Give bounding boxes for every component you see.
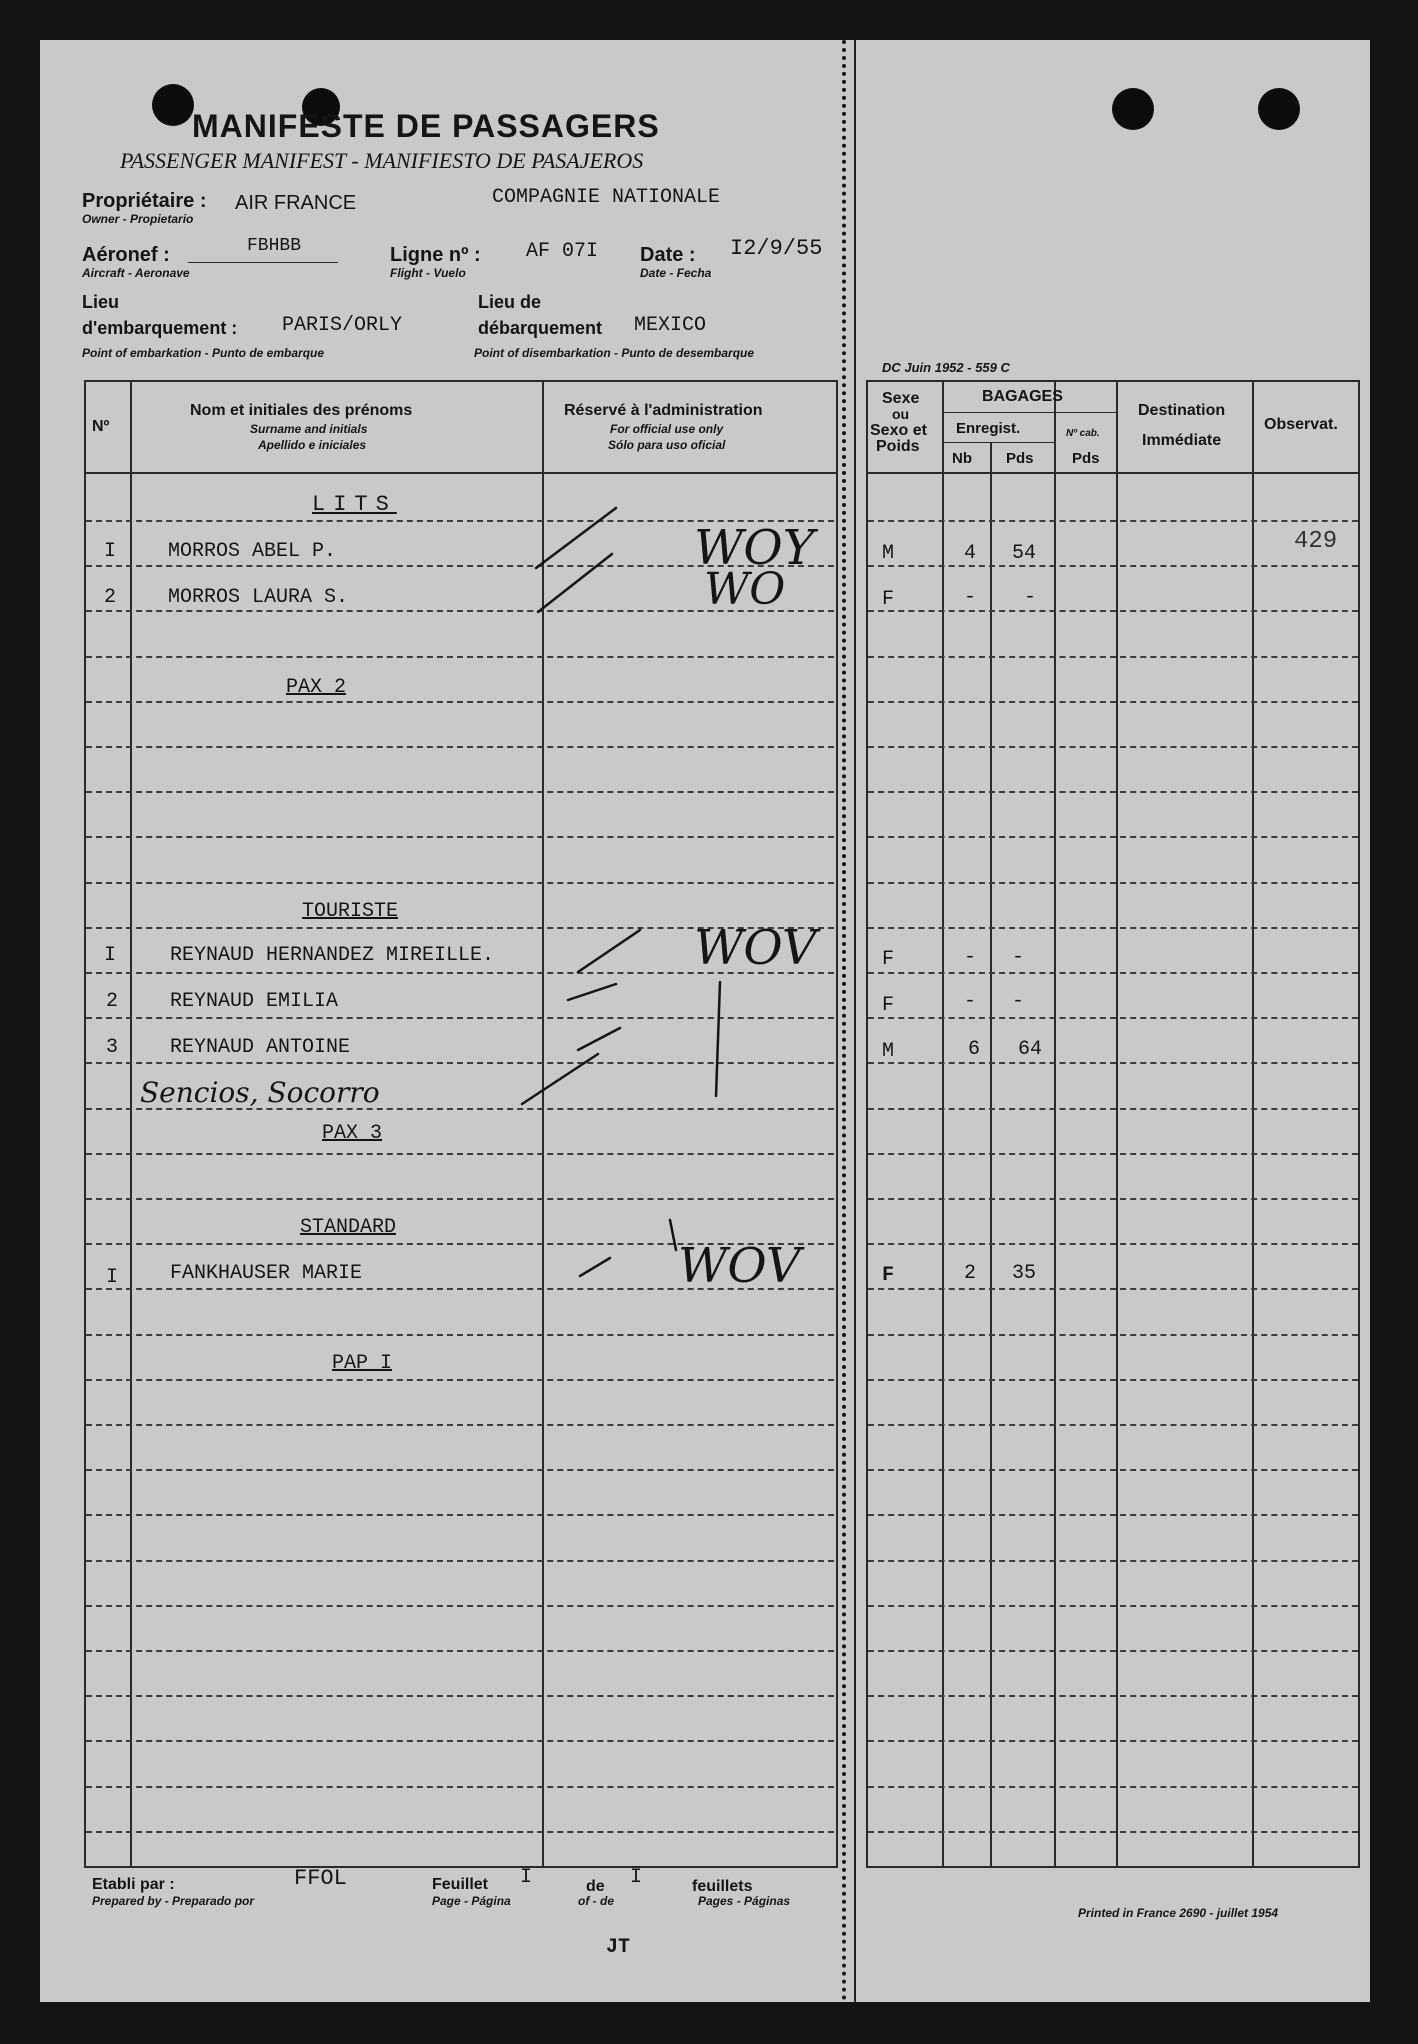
page-sub: Page - Página: [432, 1894, 511, 1908]
col-no: Nº: [92, 418, 110, 435]
embark-label-2: d'embarquement :: [82, 318, 238, 338]
col-destination-1: Destination: [1138, 402, 1226, 419]
row-1-nb: 4: [964, 542, 977, 565]
prepared-value: FFOL: [294, 1866, 347, 1891]
row-2-nb: -: [964, 586, 977, 609]
pap-i: PAP I: [332, 1352, 393, 1375]
aircraft-label: Aéronef :: [82, 244, 170, 266]
row-7-sex: M: [882, 1040, 895, 1063]
col-admin-3: Sólo para uso oficial: [608, 438, 726, 452]
disembark-value: MEXICO: [634, 314, 707, 337]
row-5-pds: -: [1012, 946, 1025, 969]
embark-sub: Point of embarkation - Punto de embarque: [82, 346, 325, 360]
line-sub: Flight - Vuelo: [390, 266, 466, 280]
row-1-pds: 54: [1012, 542, 1037, 565]
pages-label: feuillets: [692, 1878, 753, 1895]
row-5-nb: -: [964, 946, 977, 969]
row-11-nb: 2: [964, 1262, 977, 1285]
col-admin-2: For official use only: [610, 422, 724, 436]
row-2-sex: F: [882, 588, 895, 611]
row-6-nb: -: [964, 990, 977, 1013]
col-enregist: Enregist.: [956, 420, 1021, 437]
row-2-name: MORROS LAURA S.: [168, 586, 349, 609]
owner-label: Propriétaire :: [82, 190, 207, 212]
section-touriste: TOURISTE: [302, 900, 399, 923]
row-6-name: REYNAUD EMILIA: [170, 990, 339, 1013]
col-observ: Observat.: [1264, 416, 1338, 433]
line-label: Ligne nº :: [390, 244, 481, 266]
col-admin-1: Réservé à l'administration: [564, 402, 763, 419]
col-name-3: Apellido e iniciales: [258, 438, 367, 452]
embark-label-1: Lieu: [82, 292, 120, 312]
disembark-label-1: Lieu de: [478, 292, 542, 312]
row-2-pds: -: [1024, 586, 1037, 609]
row-1-admin: WOY: [694, 520, 815, 576]
prepared-sub: Prepared by - Preparado por: [92, 1894, 255, 1908]
embark-value: PARIS/ORLY: [282, 314, 403, 337]
owner-sub: Owner - Propietario: [82, 212, 194, 226]
row-1-name: MORROS ABEL P.: [168, 540, 337, 563]
company-value: COMPAGNIE NATIONALE: [492, 186, 721, 209]
col-destination-2: Immédiate: [1142, 432, 1222, 449]
section-lits: LITS: [312, 492, 397, 517]
pax-3: PAX 3: [322, 1122, 383, 1145]
initials: JT: [606, 1936, 631, 1959]
printer-note: Printed in France 2690 - juillet 1954: [1078, 1906, 1279, 1920]
pages-sub: Pages - Páginas: [698, 1894, 791, 1908]
col-sex-2: ou: [892, 406, 910, 422]
col-name-1: Nom et initiales des prénoms: [190, 402, 413, 419]
col-name-2: Surname and initials: [250, 422, 368, 436]
col-pds: Pds: [1006, 450, 1034, 467]
owner-value: AIR FRANCE: [235, 192, 357, 214]
section-standard: STANDARD: [300, 1216, 397, 1239]
date-label: Date :: [640, 244, 696, 266]
row-6-sex: F: [882, 994, 895, 1017]
row-6-pds: -: [1012, 990, 1025, 1013]
aircraft-value: FBHBB: [247, 236, 302, 256]
disembark-label-2: débarquement: [478, 318, 603, 338]
row-2-no: 2: [104, 586, 117, 609]
check-marks: [40, 40, 1370, 2002]
manifest-subtitle: PASSENGER MANIFEST - MANIFIESTO DE PASAJEROS: [120, 148, 644, 173]
page-label: Feuillet: [432, 1876, 489, 1893]
row-11-admin: WOV: [678, 1238, 801, 1294]
row-1-sex: M: [882, 542, 895, 565]
col-pds2: Pds: [1072, 450, 1100, 467]
date-value: I2/9/55: [730, 236, 823, 261]
row-1-no: I: [104, 540, 117, 563]
row-7-pds: 64: [1018, 1038, 1043, 1061]
row-11-sex: F: [882, 1264, 895, 1287]
of-label: de: [586, 1878, 605, 1895]
prepared-label: Etabli par :: [92, 1876, 175, 1893]
row-8-name: Sencios, Socorro: [140, 1076, 380, 1109]
row-6-no: 2: [106, 990, 119, 1013]
row-7-no: 3: [106, 1036, 119, 1059]
col-sex-3: Sexo et: [870, 422, 927, 439]
col-sex-1: Sexe: [882, 390, 920, 407]
aircraft-sub: Aircraft - Aeronave: [82, 266, 190, 280]
row-11-no: I: [106, 1266, 119, 1289]
row-7-nb: 6: [968, 1038, 981, 1061]
row-5-no: I: [104, 944, 117, 967]
manifest-title: MANIFESTE DE PASSAGERS: [192, 108, 660, 144]
col-bagages: BAGAGES: [982, 388, 1063, 405]
of-value: I: [630, 1866, 643, 1889]
page-value: I: [520, 1866, 533, 1889]
form-code: DC Juin 1952 - 559 C: [882, 360, 1010, 375]
disembark-sub: Point of disembarkation - Punto de desembarque: [474, 346, 755, 360]
pax-2: PAX 2: [286, 676, 347, 699]
row-5-sex: F: [882, 948, 895, 971]
col-nb: Nb: [952, 450, 972, 467]
row-2-admin: WO: [704, 564, 786, 615]
col-sex-4: Poids: [876, 438, 920, 455]
manifest-sheet: [40, 40, 1370, 2002]
row-7-name: REYNAUD ANTOINE: [170, 1036, 351, 1059]
row-11-name: FANKHAUSER MARIE: [170, 1262, 363, 1285]
of-sub: of - de: [578, 1894, 614, 1908]
row-5-admin: WOV: [694, 920, 817, 976]
row-5-name: REYNAUD HERNANDEZ MIREILLE.: [170, 944, 495, 967]
row-1-obs: 429: [1294, 528, 1338, 555]
col-no-cab: Nº cab.: [1066, 428, 1100, 439]
row-11-pds: 35: [1012, 1262, 1037, 1285]
date-sub: Date - Fecha: [640, 266, 712, 280]
line-value: AF 07I: [526, 240, 599, 263]
